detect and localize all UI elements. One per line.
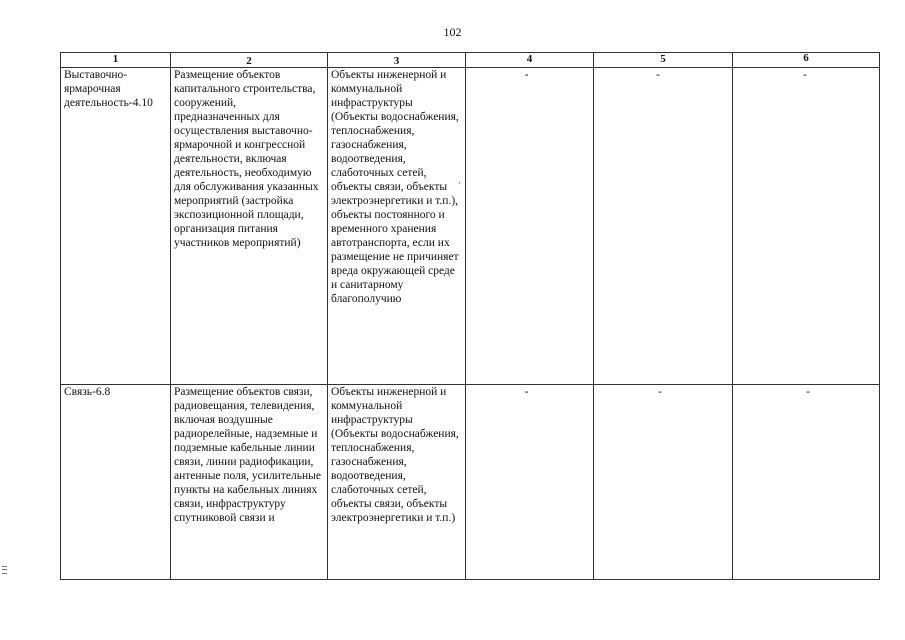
land-use-table: [60, 52, 880, 580]
dash-value: -: [803, 69, 807, 81]
column-header-6: 6: [733, 53, 880, 68]
pen-mark-decoration: ‚: [458, 176, 461, 185]
column-header-1: 1: [61, 53, 171, 68]
column-5-value: [594, 68, 733, 385]
column-4-value: [466, 385, 594, 580]
dash-value: -: [658, 386, 662, 398]
column-4-value: [466, 68, 594, 385]
column-header-4: 4: [466, 53, 594, 68]
table-header-row: [61, 53, 880, 68]
dash-value: -: [806, 386, 810, 398]
column-6-value: [733, 68, 880, 385]
margin-scan-mark: [2, 566, 7, 574]
table-row: [61, 385, 880, 580]
dash-value: -: [524, 386, 529, 398]
page-number: 102: [443, 25, 462, 39]
auxiliary-uses: Объекты инженерной и коммунальной инфраструктуры (Объекты водоснабжения, теплоснабжения, газоснабжения, водоотведения, слаботочных сетей, объекты связи, объекты электроэнергетики и т.п.): [328, 385, 466, 580]
use-type-name: Связь-6.8: [61, 385, 171, 580]
dash-value: -: [656, 69, 660, 81]
dash-value: -: [524, 69, 529, 81]
use-type-name: Выставочно-ярмарочная деятельность-4.10: [61, 68, 171, 385]
use-type-description: Размещение объектов капитального строительства, сооружений, предназначенных для осуществления выставочно-ярмарочной и конгрессной деятельности, включая деятельность, необходимую для обслуживания указанных мероприятий (застройка экспозиционной площади, организация питания участников мероприятий): [171, 68, 328, 385]
auxiliary-uses: Объекты инженерной и коммунальной инфраструктуры (Объекты водоснабжения, теплоснабжения, газоснабжения, водоотведения, слаботочных сетей, объекты связи, объекты электроэнергетики и т.п.), объекты постоянного и временного хранения автотранспорта, если их размещение не причиняет вреда окружающей среде и санитарному благополучию: [328, 68, 466, 385]
column-6-value: [733, 385, 880, 580]
column-header-2: 2: [171, 53, 328, 68]
column-header-5: 5: [594, 53, 733, 68]
table-row: [61, 68, 880, 385]
column-5-value: [594, 385, 733, 580]
use-type-description: Размещение объектов связи, радиовещания, телевидения, включая воздушные радиорелейные, надземные и подземные кабельные линии связи, линии радиофикации, антенные поля, усилительные пункты на кабельных линиях связи, инфраструктуру спутниковой связи и: [171, 385, 328, 580]
column-header-3: 3: [328, 53, 466, 68]
